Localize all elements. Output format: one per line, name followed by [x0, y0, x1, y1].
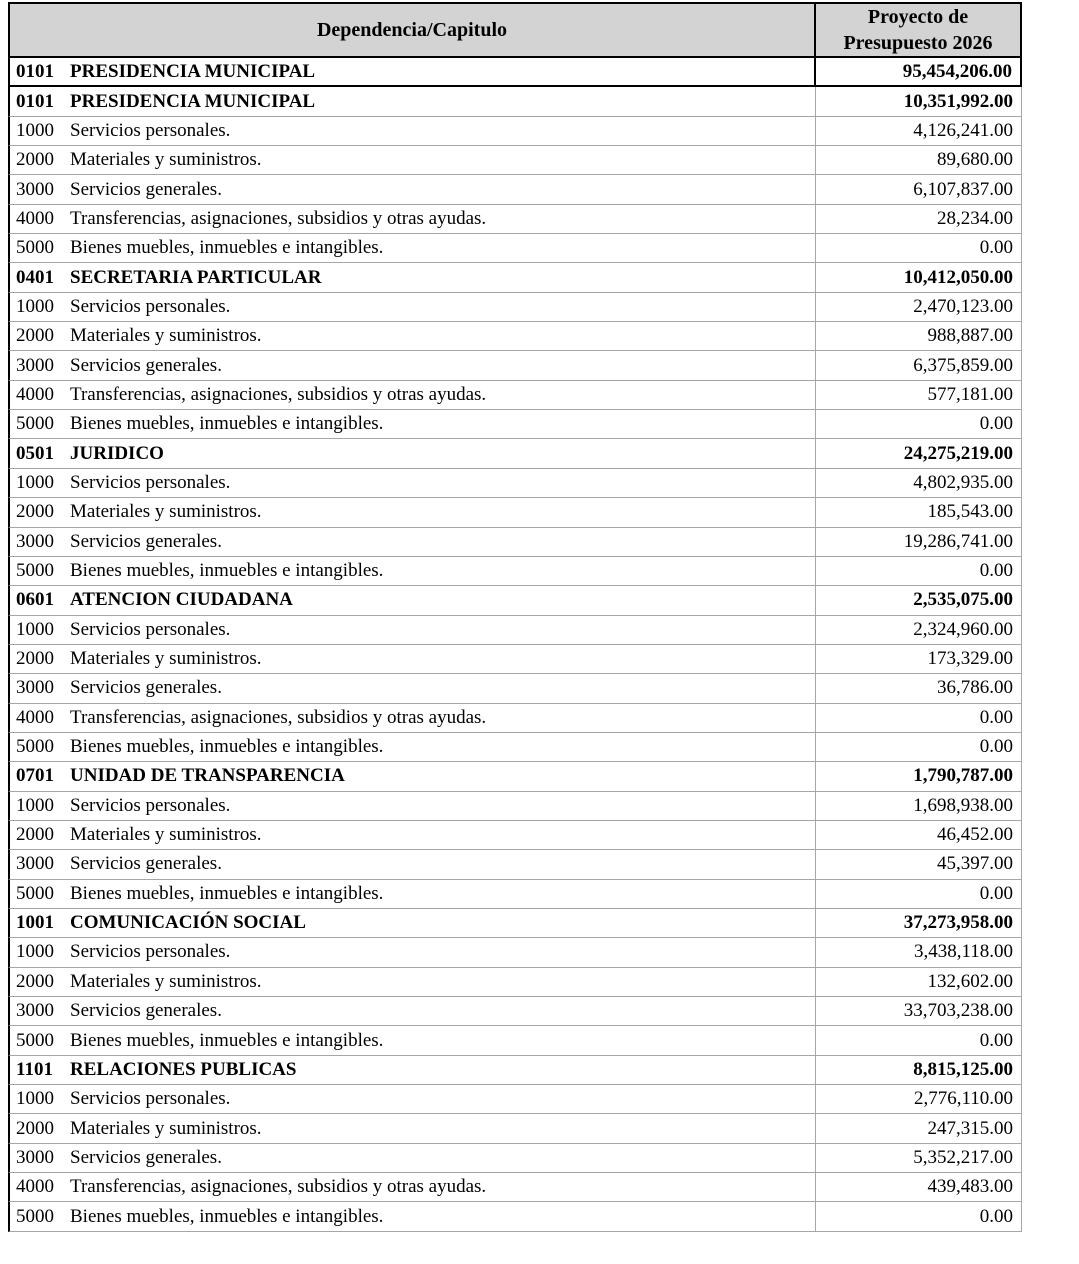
table-row	[8, 175, 1022, 204]
row-label: Bienes muebles, inmuebles e intangibles.	[70, 1205, 384, 1227]
dependencia-capitulo-cell	[10, 498, 816, 526]
presupuesto-value-cell: 2,324,960.00	[913, 618, 1013, 640]
presupuesto-value-cell: 6,375,859.00	[913, 354, 1013, 376]
row-code: 0601	[16, 589, 54, 611]
row-label: Bienes muebles, inmuebles e intangibles.	[70, 1029, 384, 1051]
row-label: Materiales y suministros.	[70, 325, 262, 347]
dependencia-capitulo-cell	[10, 674, 816, 702]
row-code: 5000	[16, 882, 54, 904]
table-row	[8, 850, 1022, 879]
dependencia-capitulo-cell	[10, 293, 816, 321]
table-row	[8, 528, 1022, 557]
table-row-section	[8, 87, 1022, 116]
presupuesto-value-cell: 10,412,050.00	[903, 266, 1013, 288]
row-code: 5000	[16, 1029, 54, 1051]
table-row	[8, 1202, 1022, 1231]
dependencia-capitulo-cell	[10, 557, 816, 585]
dependencia-capitulo-cell	[10, 58, 816, 85]
row-label: Servicios personales.	[70, 471, 231, 493]
table-row	[8, 997, 1022, 1026]
presupuesto-value-cell: 8,815,125.00	[913, 1058, 1013, 1080]
row-code: 3000	[16, 677, 54, 699]
row-code: 0401	[16, 266, 54, 288]
row-label: UNIDAD DE TRANSPARENCIA	[70, 765, 345, 787]
row-label: Bienes muebles, inmuebles e intangibles.	[70, 882, 384, 904]
dependencia-capitulo-cell	[10, 704, 816, 732]
row-code: 5000	[16, 560, 54, 582]
dependencia-capitulo-cell	[10, 175, 816, 203]
row-code: 0501	[16, 442, 54, 464]
presupuesto-value-cell: 6,107,837.00	[913, 178, 1013, 200]
dependencia-capitulo-cell	[10, 1056, 816, 1084]
dependencia-capitulo-cell	[10, 968, 816, 996]
row-code: 1000	[16, 941, 54, 963]
dependencia-capitulo-cell	[10, 322, 816, 350]
row-label: Bienes muebles, inmuebles e intangibles.	[70, 413, 384, 435]
presupuesto-value-cell: 46,452.00	[937, 824, 1013, 846]
row-label: Transferencias, asignaciones, subsidios y otras ayudas.	[70, 706, 487, 728]
dependencia-capitulo-cell	[10, 1114, 816, 1142]
row-code: 1001	[16, 912, 54, 934]
table-row	[8, 616, 1022, 645]
presupuesto-value-cell: 5,352,217.00	[913, 1146, 1013, 1168]
table-row	[8, 469, 1022, 498]
dependencia-capitulo-cell	[10, 146, 816, 174]
presupuesto-value-cell: 439,483.00	[927, 1176, 1013, 1198]
dependencia-capitulo-cell	[10, 351, 816, 379]
table-row	[8, 938, 1022, 967]
row-label: RELACIONES PUBLICAS	[70, 1058, 297, 1080]
dependencia-capitulo-cell	[10, 528, 816, 556]
row-code: 3000	[16, 178, 54, 200]
table-row	[8, 645, 1022, 674]
presupuesto-value-cell: 4,126,241.00	[913, 119, 1013, 141]
presupuesto-value-cell: 2,470,123.00	[913, 295, 1013, 317]
row-code: 1000	[16, 119, 54, 141]
row-label: JURIDICO	[70, 442, 164, 464]
dependencia-capitulo-cell	[10, 733, 816, 761]
row-code: 2000	[16, 824, 54, 846]
row-code: 3000	[16, 1000, 54, 1022]
table-row-section	[8, 1056, 1022, 1085]
table-row	[8, 117, 1022, 146]
table-row	[8, 498, 1022, 527]
presupuesto-value-cell: 2,535,075.00	[913, 589, 1013, 611]
table-row	[8, 704, 1022, 733]
dependencia-capitulo-cell	[10, 880, 816, 908]
dependencia-capitulo-cell	[10, 821, 816, 849]
presupuesto-value-cell: 1,698,938.00	[913, 794, 1013, 816]
row-code: 5000	[16, 1205, 54, 1227]
table-row-section	[8, 586, 1022, 615]
dependencia-capitulo-cell	[10, 762, 816, 790]
row-code: 5000	[16, 413, 54, 435]
row-label: Servicios personales.	[70, 794, 231, 816]
table-row	[8, 1144, 1022, 1173]
row-label: Transferencias, asignaciones, subsidios y otras ayudas.	[70, 207, 487, 229]
row-label: ATENCION CIUDADANA	[70, 589, 293, 611]
table-row	[8, 410, 1022, 439]
row-label: COMUNICACIÓN SOCIAL	[70, 912, 306, 934]
table-row	[8, 293, 1022, 322]
row-code: 4000	[16, 383, 54, 405]
row-code: 2000	[16, 648, 54, 670]
dependencia-capitulo-cell	[10, 938, 816, 966]
row-code: 2000	[16, 1117, 54, 1139]
row-code: 5000	[16, 237, 54, 259]
presupuesto-value-cell: 95,454,206.00	[902, 60, 1012, 82]
row-label: Materiales y suministros.	[70, 648, 262, 670]
row-label: Servicios generales.	[70, 853, 222, 875]
dependencia-capitulo-cell	[10, 1085, 816, 1113]
table-row-section	[8, 762, 1022, 791]
row-label: Materiales y suministros.	[70, 149, 262, 171]
table-row	[8, 1026, 1022, 1055]
row-label: Servicios generales.	[70, 530, 222, 552]
presupuesto-value-cell: 1,790,787.00	[913, 765, 1013, 787]
dependencia-capitulo-cell	[10, 1173, 816, 1201]
row-label: Servicios personales.	[70, 119, 231, 141]
presupuesto-value-cell: 89,680.00	[937, 149, 1013, 171]
row-label: Bienes muebles, inmuebles e intangibles.	[70, 237, 384, 259]
table-row	[8, 792, 1022, 821]
dependencia-capitulo-cell	[10, 1202, 816, 1230]
row-label: Bienes muebles, inmuebles e intangibles.	[70, 736, 384, 758]
dependencia-capitulo-cell	[10, 997, 816, 1025]
row-code: 2000	[16, 325, 54, 347]
dependencia-capitulo-cell	[10, 586, 816, 614]
row-code: 5000	[16, 736, 54, 758]
row-label: Materiales y suministros.	[70, 824, 262, 846]
dependencia-capitulo-cell	[10, 439, 816, 467]
row-code: 0701	[16, 765, 54, 787]
row-code: 3000	[16, 354, 54, 376]
dependencia-capitulo-cell	[10, 469, 816, 497]
row-code: 1000	[16, 295, 54, 317]
column-header-proyecto-presupuesto: Proyecto de Presupuesto 2026	[843, 6, 993, 54]
row-code: 2000	[16, 149, 54, 171]
row-label: Materiales y suministros.	[70, 1117, 262, 1139]
row-label: Materiales y suministros.	[70, 501, 262, 523]
row-code: 3000	[16, 853, 54, 875]
table-row	[8, 381, 1022, 410]
table-row	[8, 205, 1022, 234]
row-code: 1000	[16, 618, 54, 640]
dependencia-capitulo-cell	[10, 792, 816, 820]
dependencia-capitulo-cell	[10, 263, 816, 291]
row-label: Transferencias, asignaciones, subsidios y otras ayudas.	[70, 383, 487, 405]
presupuesto-value-cell: 4,802,935.00	[913, 471, 1013, 493]
presupuesto-value-cell: 0.00	[979, 560, 1013, 582]
table-row	[8, 146, 1022, 175]
row-code: 2000	[16, 501, 54, 523]
presupuesto-value-cell: 173,329.00	[927, 648, 1013, 670]
row-label: Servicios generales.	[70, 354, 222, 376]
presupuesto-value-cell: 36,786.00	[937, 677, 1013, 699]
table-row	[8, 821, 1022, 850]
presupuesto-value-cell: 0.00	[979, 1029, 1013, 1051]
row-code: 4000	[16, 706, 54, 728]
dependencia-capitulo-cell	[10, 1026, 816, 1054]
row-code: 1000	[16, 794, 54, 816]
presupuesto-value-cell: 185,543.00	[927, 501, 1013, 523]
presupuesto-value-cell: 0.00	[979, 706, 1013, 728]
dependencia-capitulo-cell	[10, 381, 816, 409]
table-row-section	[8, 263, 1022, 292]
presupuesto-value-cell: 28,234.00	[937, 207, 1013, 229]
presupuesto-value-cell: 2,776,110.00	[913, 1088, 1013, 1110]
presupuesto-value-cell: 0.00	[979, 736, 1013, 758]
dependencia-capitulo-cell	[10, 616, 816, 644]
table-row	[8, 351, 1022, 380]
presupuesto-value-cell: 0.00	[979, 882, 1013, 904]
dependencia-capitulo-cell	[10, 909, 816, 937]
row-label: Servicios personales.	[70, 295, 231, 317]
table-row	[8, 557, 1022, 586]
row-code: 1000	[16, 1088, 54, 1110]
row-label: Servicios personales.	[70, 941, 231, 963]
row-label: Servicios personales.	[70, 1088, 231, 1110]
table-row	[8, 880, 1022, 909]
table-row-total	[8, 58, 1022, 87]
row-code: 1000	[16, 471, 54, 493]
presupuesto-value-cell: 132,602.00	[927, 970, 1013, 992]
table-row	[8, 322, 1022, 351]
row-label: Transferencias, asignaciones, subsidios y otras ayudas.	[70, 1176, 487, 1198]
table-row	[8, 234, 1022, 263]
row-code: 0101	[16, 90, 54, 112]
presupuesto-value-cell: 577,181.00	[927, 383, 1013, 405]
table-row	[8, 674, 1022, 703]
presupuesto-value-cell: 19,286,741.00	[903, 530, 1013, 552]
presupuesto-value-cell: 37,273,958.00	[903, 912, 1013, 934]
presupuesto-value-cell: 0.00	[979, 237, 1013, 259]
table-row-section	[8, 439, 1022, 468]
presupuesto-value-cell: 10,351,992.00	[903, 90, 1013, 112]
row-label: Servicios generales.	[70, 677, 222, 699]
row-code: 4000	[16, 1176, 54, 1198]
row-code: 2000	[16, 970, 54, 992]
table-row	[8, 733, 1022, 762]
dependencia-capitulo-cell	[10, 205, 816, 233]
row-label: Servicios generales.	[70, 1146, 222, 1168]
dependencia-capitulo-cell	[10, 117, 816, 145]
table-row	[8, 968, 1022, 997]
dependencia-capitulo-cell	[10, 410, 816, 438]
row-label: Materiales y suministros.	[70, 970, 262, 992]
table-row	[8, 1173, 1022, 1202]
table-row-section	[8, 909, 1022, 938]
row-label: SECRETARIA PARTICULAR	[70, 266, 322, 288]
row-label: PRESIDENCIA MUNICIPAL	[70, 90, 316, 112]
row-label: Bienes muebles, inmuebles e intangibles.	[70, 560, 384, 582]
dependencia-capitulo-cell	[10, 87, 816, 115]
table-row	[8, 1114, 1022, 1143]
row-label: Servicios personales.	[70, 618, 231, 640]
presupuesto-value-cell: 988,887.00	[927, 325, 1013, 347]
presupuesto-value-cell: 3,438,118.00	[913, 941, 1013, 963]
dependencia-capitulo-cell	[10, 234, 816, 262]
presupuesto-value-cell: 247,315.00	[927, 1117, 1013, 1139]
column-header-dependencia-capitulo: Dependencia/Capitulo	[10, 4, 816, 56]
presupuesto-value-cell: 0.00	[979, 1205, 1013, 1227]
row-label: PRESIDENCIA MUNICIPAL	[70, 60, 316, 82]
presupuesto-value-cell: 45,397.00	[937, 853, 1013, 875]
dependencia-capitulo-cell	[10, 1144, 816, 1172]
dependencia-capitulo-cell	[10, 850, 816, 878]
row-code: 3000	[16, 1146, 54, 1168]
table-row	[8, 1085, 1022, 1114]
table-header-row	[8, 2, 1022, 58]
dependencia-capitulo-cell	[10, 645, 816, 673]
row-code: 0101	[16, 60, 54, 82]
row-code: 1101	[16, 1058, 53, 1080]
presupuesto-value-cell: 0.00	[979, 413, 1013, 435]
table-body	[8, 58, 1022, 1232]
presupuesto-value-cell: 24,275,219.00	[903, 442, 1013, 464]
row-code: 3000	[16, 530, 54, 552]
row-code: 4000	[16, 207, 54, 229]
budget-table	[8, 2, 1022, 1232]
presupuesto-value-cell: 33,703,238.00	[903, 1000, 1013, 1022]
row-label: Servicios generales.	[70, 178, 222, 200]
row-label: Servicios generales.	[70, 1000, 222, 1022]
